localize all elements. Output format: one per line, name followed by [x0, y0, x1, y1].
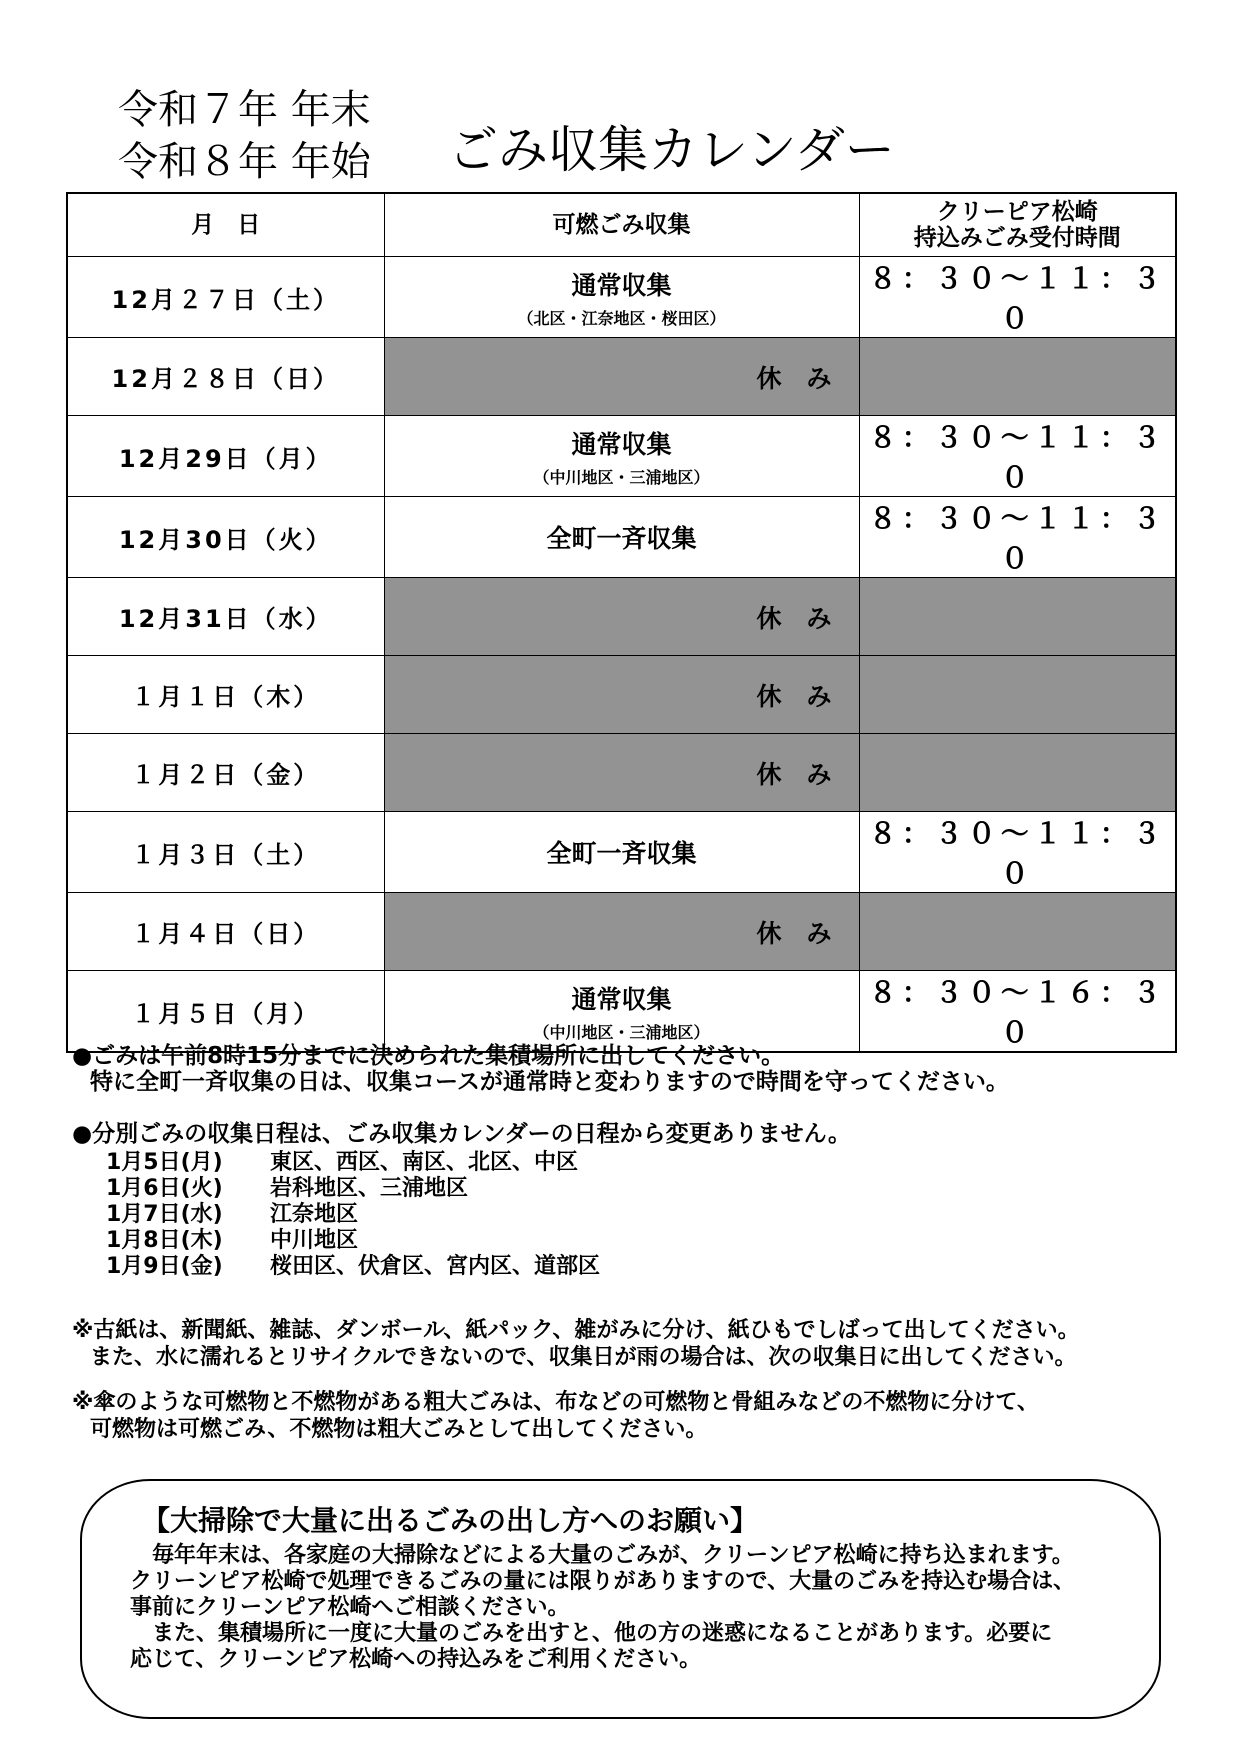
dropoff-time-closed	[859, 338, 1176, 416]
dropoff-time: ８：３０～１１：３０	[859, 416, 1176, 497]
schedule-areas: 東区、西区、南区、北区、中区	[270, 1150, 579, 1175]
schedule-areas: 桜田区、伏倉区、宮内区、道部区	[270, 1254, 601, 1279]
dropoff-time-closed	[859, 893, 1176, 971]
table-row	[67, 812, 1176, 893]
schedule-areas: 中川地区	[270, 1228, 359, 1253]
list-item	[106, 1150, 600, 1176]
dropoff-time-closed	[859, 578, 1176, 656]
dropoff-time-closed	[859, 734, 1176, 812]
request-line: 応じて、クリーンピア松崎への持込みをご利用ください。	[130, 1647, 702, 1672]
row-collection	[384, 416, 859, 497]
row-date: １月４日（日）	[67, 893, 384, 971]
table-row	[67, 734, 1176, 812]
row-collection	[384, 257, 859, 338]
request-line: また、集積場所に一度に大量のごみを出すと、他の方の迷惑になることがあります。必要に	[130, 1621, 1053, 1646]
closed-label: 休 み	[756, 363, 832, 393]
note-bulky	[72, 1389, 1039, 1443]
dropoff-time: ８：３０～１６：３０	[859, 971, 1176, 1053]
request-line: クリーンピア松崎で処理できるごみの量には限りがありますので、大量のごみを持込む場合は、	[130, 1569, 1076, 1594]
note-wastepaper	[72, 1317, 1080, 1371]
collection-calendar-table	[66, 192, 1177, 1053]
collection-type: 全町一斉収集	[546, 839, 697, 868]
request-body	[130, 1543, 1140, 1673]
table-row	[67, 338, 1176, 416]
request-title: 【大掃除で大量に出るごみの出し方へのお願い】	[142, 1504, 759, 1537]
table-row	[67, 893, 1176, 971]
request-line: 事前にクリーンピア松崎へご相談ください。	[130, 1595, 570, 1620]
schedule-day: 1月8日(木)	[106, 1228, 223, 1253]
table-row	[67, 578, 1176, 656]
row-collection-closed	[384, 578, 859, 656]
collection-areas: （中川地区・三浦地区）	[533, 1022, 710, 1042]
era-year-end: 令和７年 年末	[118, 87, 371, 133]
table-row	[67, 497, 1176, 578]
row-collection	[384, 812, 859, 893]
header-dropoff-line1: クリーピア松崎	[936, 199, 1098, 225]
dropoff-time: ８：３０～１１：３０	[859, 497, 1176, 578]
table-row	[67, 971, 1176, 1053]
row-collection-closed	[384, 734, 859, 812]
schedule-day: 1月6日(火)	[106, 1176, 223, 1201]
closed-label: 休 み	[756, 681, 832, 711]
header-collection: 可燃ごみ収集	[384, 193, 859, 257]
cleanup-request-box	[80, 1479, 1161, 1719]
row-collection	[384, 497, 859, 578]
list-item	[106, 1228, 600, 1254]
dropoff-time: ８：３０～１１：３０	[859, 812, 1176, 893]
note-collection-time-detail: 特に全町一斉収集の日は、収集コースが通常時と変わりますので時間を守ってください。	[90, 1069, 1009, 1095]
row-date: １月３日（土）	[67, 812, 384, 893]
table-row	[67, 416, 1176, 497]
row-collection-closed	[384, 338, 859, 416]
header-dropoff-line2: 持込みごみ受付時間	[913, 225, 1121, 251]
schedule-day: 1月5日(月)	[106, 1150, 223, 1175]
schedule-areas: 江奈地区	[270, 1202, 359, 1227]
row-date: 12月２７日（土）	[67, 257, 384, 338]
request-line: 毎年年末は、各家庭の大掃除などによる大量のごみが、クリーンピア松崎に持ち込まれます。	[130, 1543, 1074, 1568]
table-row	[67, 257, 1176, 338]
header-date: 月 日	[67, 193, 384, 257]
collection-type: 全町一斉収集	[546, 524, 697, 553]
row-date: 12月31日（水）	[67, 578, 384, 656]
row-date: １月１日（木）	[67, 656, 384, 734]
collection-areas: （中川地区・三浦地区）	[533, 467, 710, 487]
note-bulky-line2: 可燃物は可燃ごみ、不燃物は粗大ごみとして出してください。	[90, 1417, 708, 1442]
dropoff-time: ８：３０～１１：３０	[859, 257, 1176, 338]
row-date: 12月30日（火）	[67, 497, 384, 578]
era-new-year: 令和８年 年始	[118, 139, 371, 185]
closed-label: 休 み	[756, 918, 832, 948]
row-date: １月５日（月）	[67, 971, 384, 1053]
note-bulky-line1: ※傘のような可燃物と不燃物がある粗大ごみは、布などの可燃物と骨組みなどの不燃物に分けて、	[72, 1390, 1039, 1415]
schedule-day: 1月7日(水)	[106, 1202, 223, 1227]
notes-section	[72, 1043, 1009, 1147]
note-wastepaper-line1: ※古紙は、新聞紙、雑誌、ダンボール、紙パック、雑がみに分け、紙ひもでしばって出してください。	[72, 1318, 1080, 1343]
note-sorted-garbage: ●分別ごみの収集日程は、ごみ収集カレンダーの日程から変更ありません。	[72, 1121, 851, 1147]
collection-areas: （北区・江奈地区・桜田区）	[517, 308, 726, 328]
dropoff-time-closed	[859, 656, 1176, 734]
page-title: ごみ収集カレンダー	[448, 121, 895, 179]
era-heading	[118, 84, 371, 188]
row-collection	[384, 971, 859, 1053]
schedule-areas: 岩科地区、三浦地区	[270, 1176, 469, 1201]
closed-label: 休 み	[756, 759, 832, 789]
list-item	[106, 1254, 600, 1280]
table-header-row	[67, 193, 1176, 257]
collection-type: 通常収集	[571, 429, 672, 459]
note-collection-time: ●ごみは午前8時15分までに決められた集積場所に出してください。	[72, 1043, 785, 1069]
row-date: 12月２８日（日）	[67, 338, 384, 416]
header-dropoff	[859, 193, 1176, 257]
list-item	[106, 1202, 600, 1228]
row-date: 12月29日（月）	[67, 416, 384, 497]
row-collection-closed	[384, 893, 859, 971]
list-item	[106, 1176, 600, 1202]
collection-type: 通常収集	[571, 270, 672, 300]
schedule-day: 1月9日(金)	[106, 1254, 223, 1279]
note-wastepaper-line2: また、水に濡れるとリサイクルできないので、収集日が雨の場合は、次の収集日に出してください。	[90, 1345, 1077, 1370]
sorted-garbage-schedule	[106, 1150, 600, 1280]
closed-label: 休 み	[756, 603, 832, 633]
collection-type: 通常収集	[571, 984, 672, 1014]
row-collection-closed	[384, 656, 859, 734]
table-row	[67, 656, 1176, 734]
row-date: １月２日（金）	[67, 734, 384, 812]
